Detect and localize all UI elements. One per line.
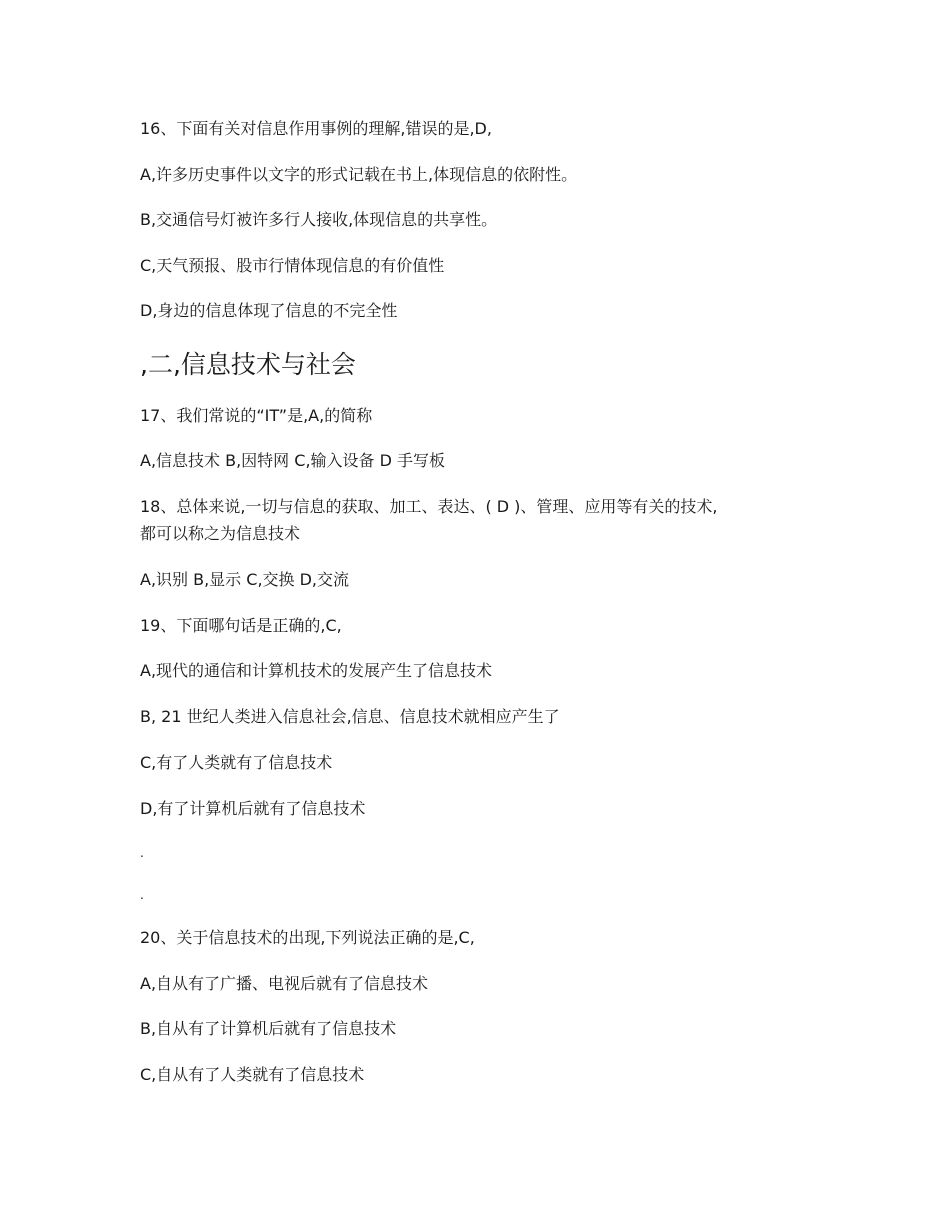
- section-heading: ,二,信息技术与社会: [140, 350, 356, 379]
- q20-option-a: A,自从有了广播、电视后就有了信息技术: [140, 974, 429, 993]
- q19-option-a: A,现代的通信和计算机技术的发展产生了信息技术: [140, 661, 493, 680]
- question-18: 18、总体来说,一切与信息的获取、加工、表达、( D )、管理、应用等有关的技术,: [140, 497, 718, 516]
- separator-dot: .: [140, 846, 144, 860]
- q19-option-d: D,有了计算机后就有了信息技术: [140, 799, 366, 818]
- q16-option-b: B,交通信号灯被许多行人接收,体现信息的共享性。: [140, 210, 498, 229]
- question-18-continued: 都可以称之为信息技术: [140, 524, 301, 543]
- q16-option-d: D,身边的信息体现了信息的不完全性: [140, 301, 398, 320]
- question-19: 19、下面哪句话是正确的,C,: [140, 616, 342, 635]
- q16-option-c: C,天气预报、股市行情体现信息的有价值性: [140, 256, 445, 275]
- question-16: 16、下面有关对信息作用事例的理解,错误的是,D,: [140, 119, 492, 138]
- q19-option-b: B, 21 世纪人类进入信息社会,信息、信息技术就相应产生了: [140, 707, 560, 726]
- question-17: 17、我们常说的“IT”是,A,的简称: [140, 406, 373, 425]
- q20-option-b: B,自从有了计算机后就有了信息技术: [140, 1019, 397, 1038]
- q19-option-c: C,有了人类就有了信息技术: [140, 753, 333, 772]
- q18-options: A,识别 B,显示 C,交换 D,交流: [140, 570, 350, 589]
- q17-options: A,信息技术 B,因特网 C,输入设备 D 手写板: [140, 451, 446, 470]
- question-20: 20、关于信息技术的出现,下列说法正确的是,C,: [140, 928, 475, 947]
- q16-option-a: A,许多历史事件以文字的形式记载在书上,体现信息的依附性。: [140, 165, 578, 184]
- q20-option-c: C,自从有了人类就有了信息技术: [140, 1065, 365, 1084]
- separator-dot: .: [140, 888, 144, 902]
